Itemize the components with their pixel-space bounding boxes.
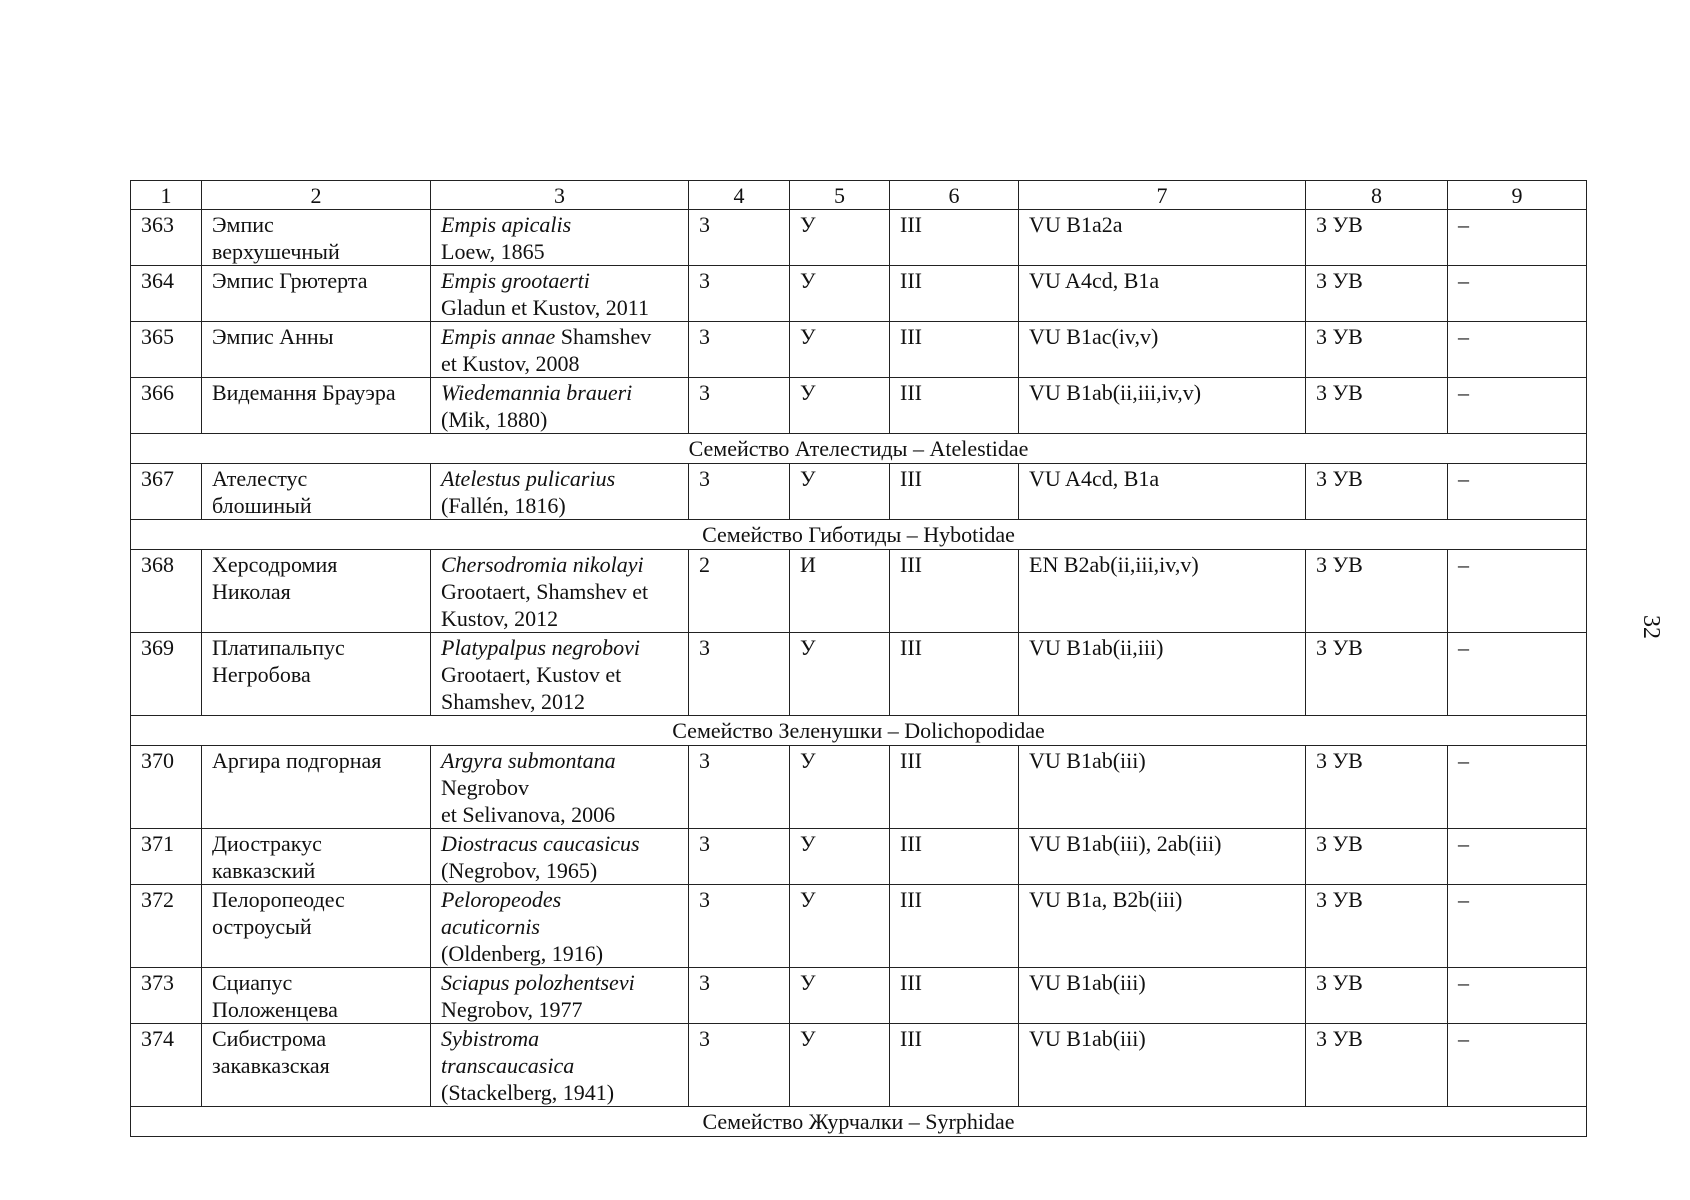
cell-c7: VU B1ac(iv,v) <box>1019 322 1306 378</box>
species-number-cell: 365 <box>131 322 202 378</box>
russian-name-line: Сибистрома <box>212 1026 327 1051</box>
family-heading: Семейство Ателестиды – Atelestidae <box>131 434 1587 464</box>
latin-name-cell <box>431 746 689 829</box>
latin-binomial: Chersodromia nikolayi <box>441 552 644 577</box>
species-number-cell: 363 <box>131 210 202 266</box>
latin-binomial: Empis annae <box>441 324 556 349</box>
cell-c4: 3 <box>689 1024 790 1107</box>
latin-name-line <box>441 551 678 578</box>
table-row <box>131 210 1587 266</box>
russian-name-line: Сциапус <box>212 970 293 995</box>
latin-name-cell <box>431 464 689 520</box>
russian-name-line: Пелоропеодес <box>212 887 345 912</box>
column-header: 4 <box>689 181 790 210</box>
cell-c6: III <box>890 322 1019 378</box>
cell-c4: 3 <box>689 464 790 520</box>
latin-name-cell <box>431 378 689 434</box>
cell-c4: 3 <box>689 829 790 885</box>
cell-c6: III <box>890 746 1019 829</box>
latin-name-line-2: acuticornis <box>441 914 540 939</box>
cell-c8: 3 УВ <box>1306 829 1448 885</box>
cell-c9: – <box>1448 266 1587 322</box>
latin-binomial: Peloropeodes <box>441 887 562 912</box>
species-number-cell: 370 <box>131 746 202 829</box>
author-inline: Shamshev <box>555 324 652 349</box>
russian-name-cell <box>202 968 431 1024</box>
cell-c8: 3 УВ <box>1306 885 1448 968</box>
species-number-cell: 371 <box>131 829 202 885</box>
cell-c6: III <box>890 210 1019 266</box>
latin-name-cell <box>431 968 689 1024</box>
cell-c6: III <box>890 633 1019 716</box>
author-line: Negrobov, 1977 <box>441 997 583 1022</box>
russian-name-cell <box>202 1024 431 1107</box>
cell-c9: – <box>1448 968 1587 1024</box>
species-number-cell: 369 <box>131 633 202 716</box>
latin-name-cell <box>431 829 689 885</box>
cell-c8: 3 УВ <box>1306 746 1448 829</box>
cell-c5: У <box>790 746 890 829</box>
author-line: et Selivanova, 2006 <box>441 802 616 827</box>
latin-name-cell <box>431 633 689 716</box>
column-header: 9 <box>1448 181 1587 210</box>
russian-name-line: Положенцева <box>212 997 338 1022</box>
author-line: (Fallén, 1816) <box>441 493 566 518</box>
cell-c6: III <box>890 1024 1019 1107</box>
table-row <box>131 266 1587 322</box>
column-header: 3 <box>431 181 689 210</box>
cell-c4: 3 <box>689 322 790 378</box>
russian-name-line: верхушечный <box>212 239 340 264</box>
russian-name-line: Платипальпус <box>212 635 345 660</box>
cell-c7: VU A4cd, B1a <box>1019 266 1306 322</box>
family-row <box>131 520 1587 550</box>
latin-name-line <box>441 1025 678 1052</box>
cell-c4: 3 <box>689 746 790 829</box>
cell-c4: 3 <box>689 378 790 434</box>
author-line: et Kustov, 2008 <box>441 351 580 376</box>
table-row <box>131 746 1587 829</box>
column-header: 7 <box>1019 181 1306 210</box>
author-line: Grootaert, Kustov et <box>441 662 622 687</box>
column-header: 2 <box>202 181 431 210</box>
latin-binomial: Argyra submontana <box>441 748 616 773</box>
cell-c5: У <box>790 464 890 520</box>
russian-name-line: Диостракус <box>212 831 322 856</box>
cell-c5: И <box>790 550 890 633</box>
russian-name-cell <box>202 322 431 378</box>
cell-c5: У <box>790 633 890 716</box>
latin-name-line <box>441 634 678 661</box>
cell-c8: 3 УВ <box>1306 968 1448 1024</box>
cell-c8: 3 УВ <box>1306 464 1448 520</box>
latin-binomial: Wiedemannia braueri <box>441 380 633 405</box>
russian-name-cell <box>202 464 431 520</box>
species-number-cell: 372 <box>131 885 202 968</box>
latin-binomial: Sybistroma <box>441 1026 540 1051</box>
russian-name-line: Эмпис <box>212 212 274 237</box>
column-header: 1 <box>131 181 202 210</box>
cell-c9: – <box>1448 464 1587 520</box>
cell-c9: – <box>1448 1024 1587 1107</box>
family-heading: Семейство Журчалки – Syrphidae <box>131 1107 1587 1137</box>
table-body <box>131 181 1587 1137</box>
cell-c7: VU B1a2a <box>1019 210 1306 266</box>
table-header-row <box>131 181 1587 210</box>
table-row <box>131 1024 1587 1107</box>
cell-c7: EN B2ab(ii,iii,iv,v) <box>1019 550 1306 633</box>
author-line: (Oldenberg, 1916) <box>441 941 604 966</box>
latin-name-line <box>441 379 678 406</box>
author-line: (Mik, 1880) <box>441 407 548 432</box>
cell-c4: 3 <box>689 968 790 1024</box>
cell-c9: – <box>1448 829 1587 885</box>
table-row <box>131 968 1587 1024</box>
table-row <box>131 829 1587 885</box>
cell-c9: – <box>1448 550 1587 633</box>
russian-name-line: Аргира подгорная <box>212 748 382 773</box>
russian-name-cell <box>202 266 431 322</box>
russian-name-line: Ателестус <box>212 466 308 491</box>
cell-c7: VU B1ab(iii) <box>1019 968 1306 1024</box>
cell-c6: III <box>890 266 1019 322</box>
species-number-cell: 373 <box>131 968 202 1024</box>
russian-name-cell <box>202 633 431 716</box>
cell-c5: У <box>790 829 890 885</box>
cell-c5: У <box>790 322 890 378</box>
species-number-cell: 366 <box>131 378 202 434</box>
cell-c8: 3 УВ <box>1306 378 1448 434</box>
cell-c5: У <box>790 968 890 1024</box>
latin-binomial: Sciapus polozhentsevi <box>441 970 635 995</box>
latin-name-line <box>441 886 678 913</box>
column-header: 5 <box>790 181 890 210</box>
cell-c9: – <box>1448 210 1587 266</box>
species-number-cell: 374 <box>131 1024 202 1107</box>
russian-name-cell <box>202 746 431 829</box>
latin-name-cell <box>431 322 689 378</box>
russian-name-cell <box>202 378 431 434</box>
family-heading: Семейство Зеленушки – Dolichopodidae <box>131 716 1587 746</box>
latin-binomial: Platypalpus negrobovi <box>441 635 640 660</box>
russian-name-cell <box>202 550 431 633</box>
cell-c5: У <box>790 1024 890 1107</box>
family-row <box>131 716 1587 746</box>
column-header: 6 <box>890 181 1019 210</box>
russian-name-line: Херсодромия <box>212 552 338 577</box>
latin-name-cell <box>431 550 689 633</box>
table-row <box>131 633 1587 716</box>
cell-c4: 3 <box>689 885 790 968</box>
table-row <box>131 550 1587 633</box>
cell-c9: – <box>1448 885 1587 968</box>
cell-c7: VU B1ab(iii), 2ab(iii) <box>1019 829 1306 885</box>
cell-c5: У <box>790 210 890 266</box>
latin-name-line <box>441 267 678 294</box>
family-heading: Семейство Гиботиды – Hybotidae <box>131 520 1587 550</box>
family-row <box>131 434 1587 464</box>
table-row <box>131 464 1587 520</box>
cell-c5: У <box>790 885 890 968</box>
russian-name-cell <box>202 829 431 885</box>
cell-c8: 3 УВ <box>1306 550 1448 633</box>
author-line: Negrobov <box>441 775 529 800</box>
cell-c6: III <box>890 885 1019 968</box>
cell-c8: 3 УВ <box>1306 266 1448 322</box>
latin-name-cell <box>431 1024 689 1107</box>
cell-c4: 3 <box>689 633 790 716</box>
latin-name-line-2: transcaucasica <box>441 1053 575 1078</box>
russian-name-line: остроусый <box>212 914 312 939</box>
cell-c4: 3 <box>689 210 790 266</box>
cell-c6: III <box>890 968 1019 1024</box>
author-line: Gladun et Kustov, 2011 <box>441 295 649 320</box>
latin-binomial: Empis grootaerti <box>441 268 590 293</box>
latin-name-line <box>441 747 678 774</box>
cell-c4: 2 <box>689 550 790 633</box>
author-line: (Stackelberg, 1941) <box>441 1080 615 1105</box>
species-number-cell: 367 <box>131 464 202 520</box>
russian-name-line: Негробова <box>212 662 311 687</box>
family-row <box>131 1107 1587 1137</box>
russian-name-cell <box>202 885 431 968</box>
russian-name-line: Эмпис Грютерта <box>212 268 368 293</box>
author-line: (Negrobov, 1965) <box>441 858 598 883</box>
cell-c7: VU B1ab(iii) <box>1019 1024 1306 1107</box>
cell-c9: – <box>1448 378 1587 434</box>
latin-name-cell <box>431 210 689 266</box>
russian-name-line: Николая <box>212 579 291 604</box>
cell-c6: III <box>890 550 1019 633</box>
cell-c6: III <box>890 464 1019 520</box>
author-line: Shamshev, 2012 <box>441 689 586 714</box>
cell-c9: – <box>1448 633 1587 716</box>
cell-c9: – <box>1448 746 1587 829</box>
latin-name-line <box>441 465 678 492</box>
species-number-cell: 364 <box>131 266 202 322</box>
latin-name-line <box>441 211 678 238</box>
species-table <box>130 180 1587 1137</box>
latin-binomial: Empis apicalis <box>441 212 572 237</box>
cell-c6: III <box>890 378 1019 434</box>
cell-c5: У <box>790 378 890 434</box>
page-number: 32 <box>1638 615 1664 639</box>
russian-name-line: блошиный <box>212 493 312 518</box>
russian-name-cell <box>202 210 431 266</box>
column-header: 8 <box>1306 181 1448 210</box>
table-row <box>131 378 1587 434</box>
cell-c6: III <box>890 829 1019 885</box>
table-row <box>131 322 1587 378</box>
cell-c5: У <box>790 266 890 322</box>
cell-c7: VU B1ab(iii) <box>1019 746 1306 829</box>
latin-binomial: Diostracus caucasicus <box>441 831 640 856</box>
cell-c8: 3 УВ <box>1306 210 1448 266</box>
latin-binomial: Atelestus pulicarius <box>441 466 616 491</box>
latin-name-cell <box>431 885 689 968</box>
latin-name-line <box>441 323 678 350</box>
cell-c7: VU B1ab(ii,iii) <box>1019 633 1306 716</box>
russian-name-line: Эмпис Анны <box>212 324 334 349</box>
latin-name-line <box>441 969 678 996</box>
table-row <box>131 885 1587 968</box>
russian-name-line: кавказский <box>212 858 316 883</box>
latin-name-cell <box>431 266 689 322</box>
cell-c7: VU B1ab(ii,iii,iv,v) <box>1019 378 1306 434</box>
latin-name-line <box>441 830 678 857</box>
author-line: Loew, 1865 <box>441 239 545 264</box>
russian-name-line: закавказская <box>212 1053 330 1078</box>
cell-c8: 3 УВ <box>1306 633 1448 716</box>
russian-name-line: Видемання Брауэра <box>212 380 396 405</box>
cell-c9: – <box>1448 322 1587 378</box>
cell-c7: VU A4cd, B1a <box>1019 464 1306 520</box>
cell-c7: VU B1a, B2b(iii) <box>1019 885 1306 968</box>
author-line: Grootaert, Shamshev et <box>441 579 649 604</box>
cell-c4: 3 <box>689 266 790 322</box>
cell-c8: 3 УВ <box>1306 1024 1448 1107</box>
cell-c8: 3 УВ <box>1306 322 1448 378</box>
author-line: Kustov, 2012 <box>441 606 559 631</box>
species-number-cell: 368 <box>131 550 202 633</box>
